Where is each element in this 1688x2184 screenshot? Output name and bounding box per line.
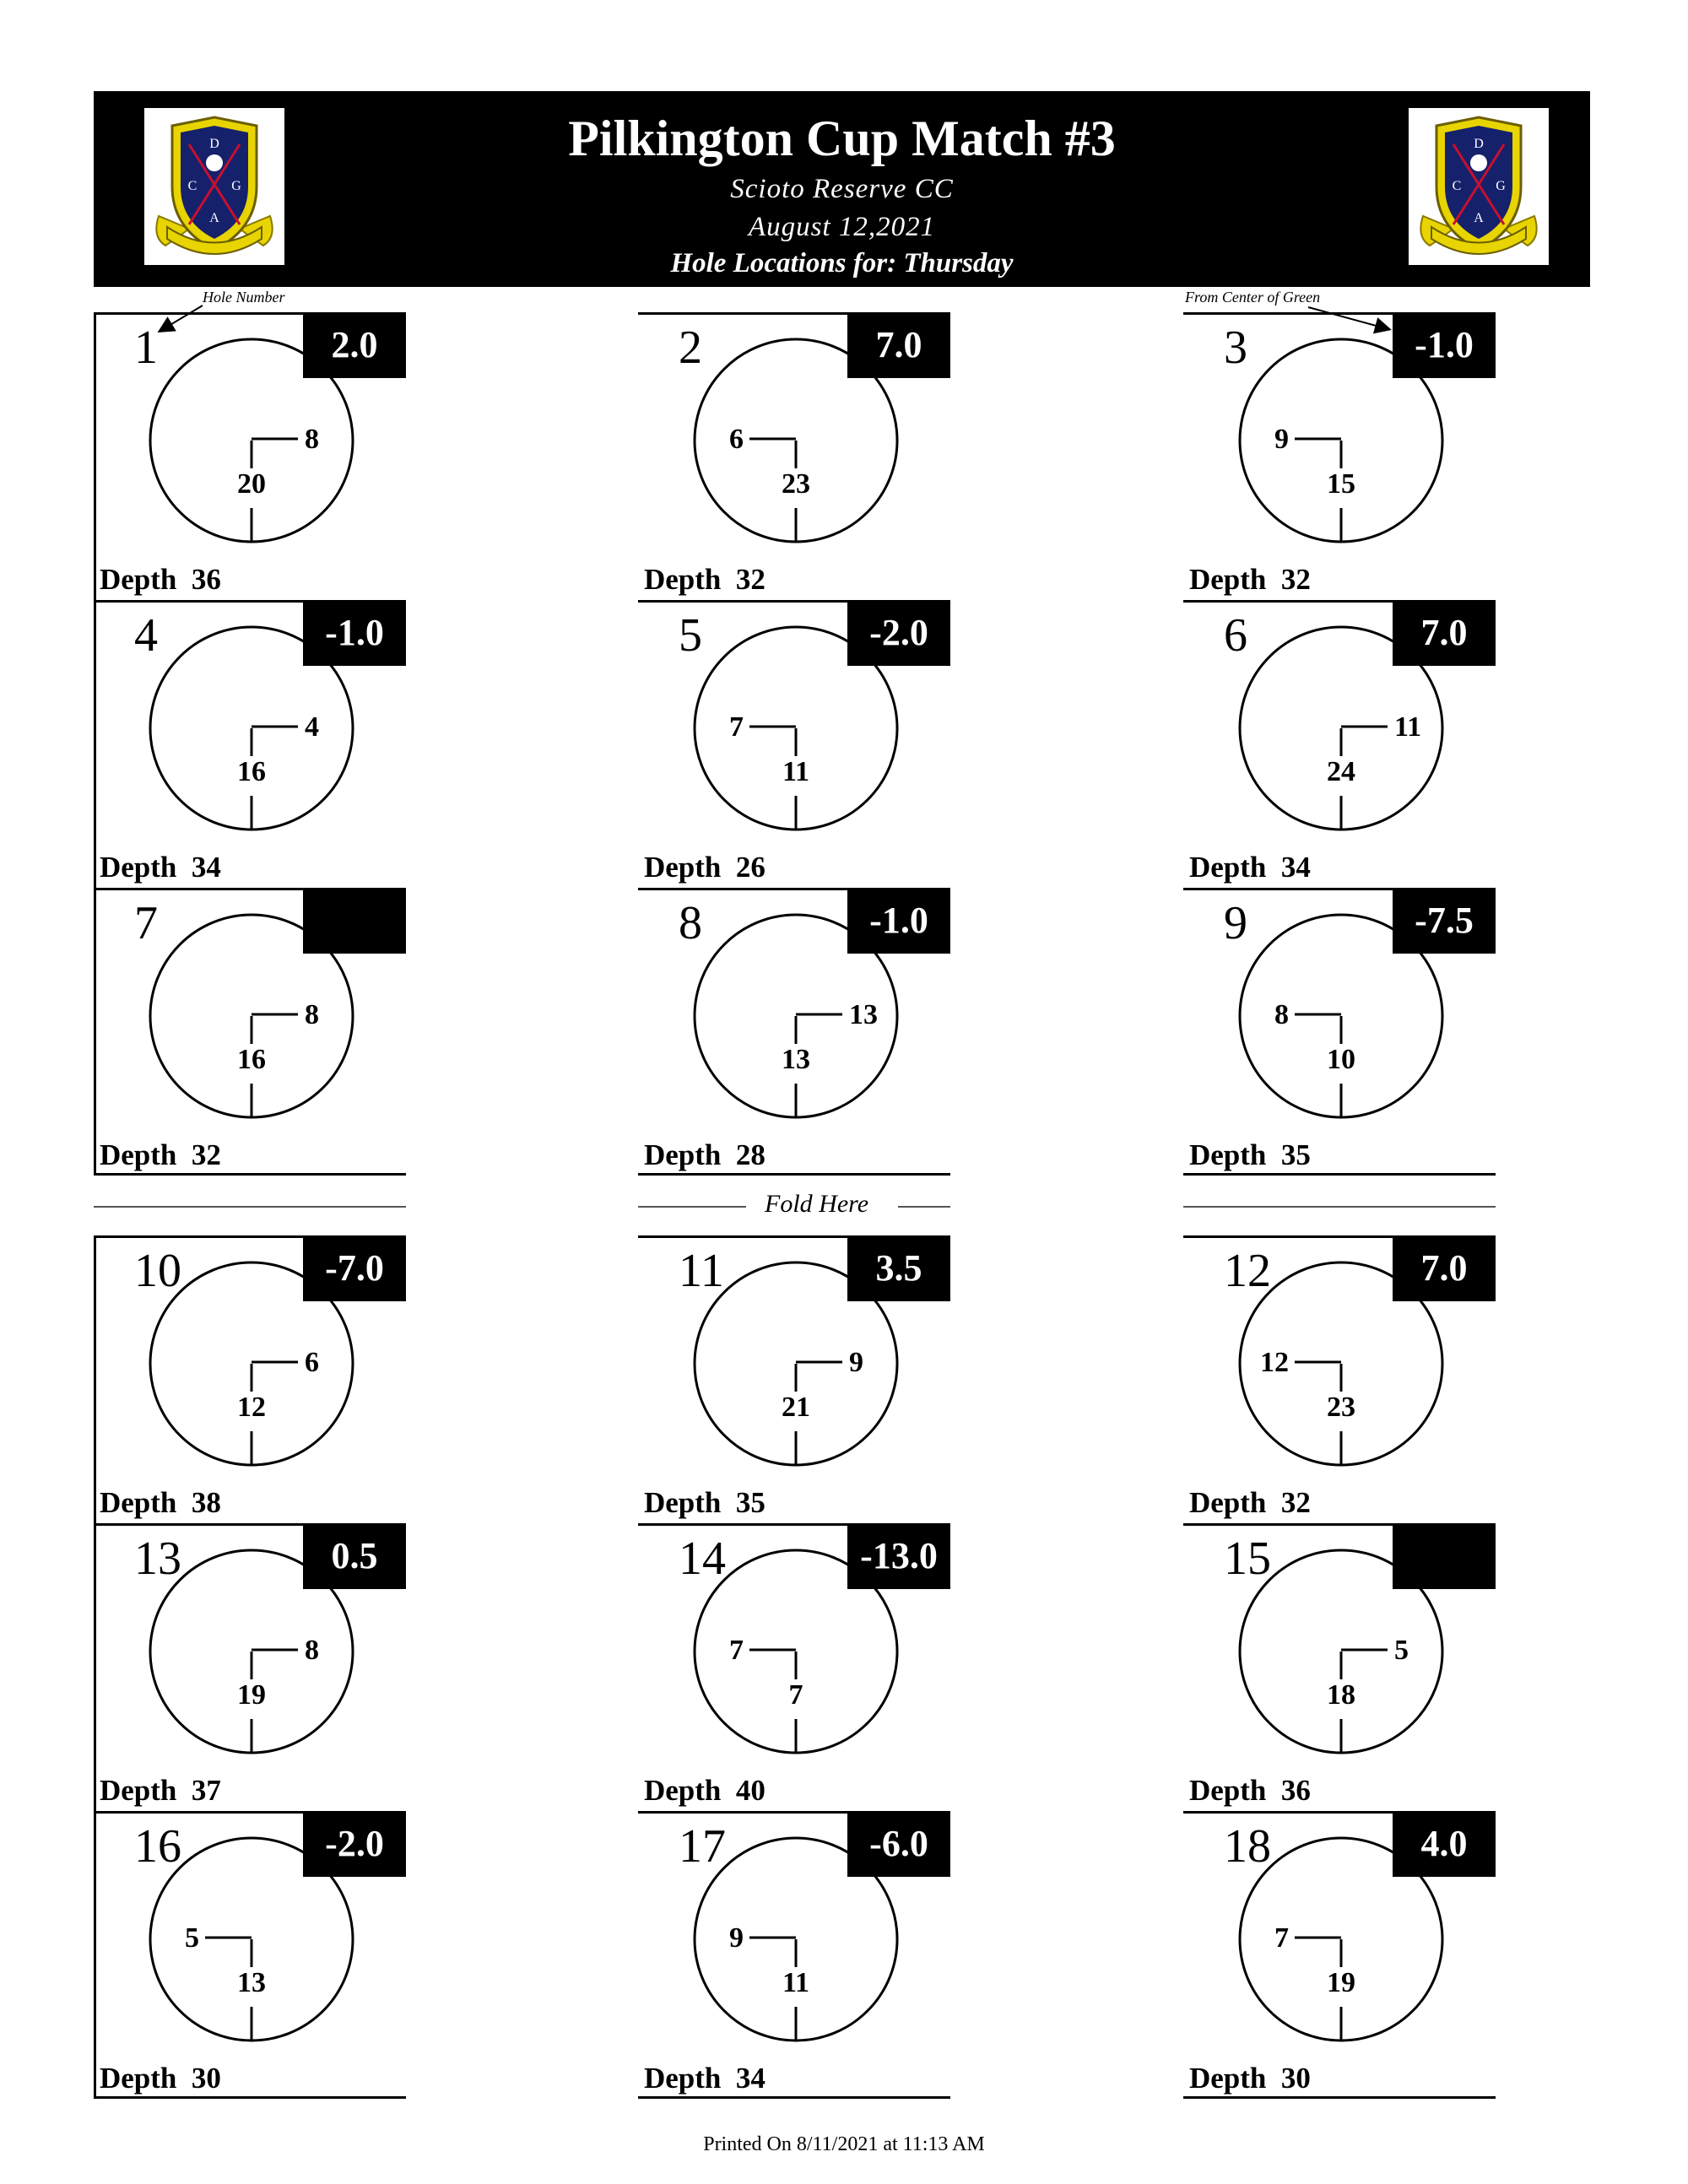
hole-card <box>94 600 406 888</box>
front-distance: 12 <box>237 1392 266 1423</box>
hole-number: 15 <box>1224 1533 1271 1585</box>
hole-number: 13 <box>134 1533 181 1585</box>
hole-number: 12 <box>1224 1245 1271 1297</box>
hole-card <box>94 1811 406 2099</box>
hole-number: 3 <box>1224 322 1247 374</box>
green-depth: Depth 30 <box>1189 2062 1311 2095</box>
center-offset-badge <box>1393 1523 1496 1589</box>
svg-text:D: D <box>1474 137 1484 151</box>
printed-timestamp: Printed On 8/11/2021 at 11:13 AM <box>703 2133 985 2155</box>
front-nine-bottom-rule <box>94 1173 406 1176</box>
side-distance: 7 <box>729 711 744 743</box>
hole-number: 6 <box>1224 609 1247 662</box>
green-depth: Depth 32 <box>1189 563 1311 596</box>
center-offset-badge: 7.0 <box>1393 600 1496 666</box>
svg-text:C: C <box>1452 179 1462 193</box>
front-distance: 10 <box>1327 1044 1355 1075</box>
side-distance: 4 <box>305 711 319 743</box>
hole-card <box>1183 312 1496 600</box>
side-distance: 8 <box>305 999 319 1030</box>
center-offset-badge: -2.0 <box>303 1811 406 1877</box>
side-distance: 8 <box>305 424 319 455</box>
hole-card <box>1183 1811 1496 2099</box>
center-offset-badge: 0.5 <box>303 1523 406 1589</box>
svg-text:D: D <box>209 137 219 151</box>
side-distance: 9 <box>1274 424 1289 455</box>
fold-rule <box>94 1206 406 1208</box>
green-depth: Depth 37 <box>100 1774 221 1807</box>
side-distance: 11 <box>1394 711 1422 743</box>
side-distance: 13 <box>849 999 878 1030</box>
venue-name: Scioto Reserve CC <box>730 174 954 204</box>
hole-number: 5 <box>679 609 702 662</box>
hole-card <box>1183 888 1496 1176</box>
front-distance: 19 <box>1327 1967 1355 1998</box>
hole-card <box>94 1523 406 1811</box>
hole-card <box>94 1235 406 1523</box>
front-distance: 7 <box>788 1679 803 1711</box>
center-offset-badge: -13.0 <box>847 1523 950 1589</box>
center-offset-badge: -6.0 <box>847 1811 950 1877</box>
side-distance: 5 <box>185 1922 199 1954</box>
center-offset-badge: 2.0 <box>303 312 406 378</box>
green-depth: Depth 36 <box>1189 1774 1311 1807</box>
hole-card <box>1183 600 1496 888</box>
front-distance: 16 <box>237 1044 266 1075</box>
fold-here-label: Fold Here <box>765 1190 869 1218</box>
hole-card <box>94 312 406 600</box>
green-depth: Depth 35 <box>1189 1138 1311 1171</box>
front-distance: 11 <box>782 756 810 787</box>
hole-number: 4 <box>134 609 158 662</box>
front-distance: 24 <box>1327 756 1355 787</box>
hole-number: 8 <box>679 897 702 949</box>
front-distance: 13 <box>782 1044 810 1075</box>
fold-rule <box>898 1206 950 1208</box>
svg-text:A: A <box>209 211 219 225</box>
green-depth: Depth 32 <box>100 1138 221 1171</box>
center-offset-badge: -1.0 <box>1393 312 1496 378</box>
back-nine-bottom-rule <box>638 2096 950 2099</box>
center-offset-badge: -1.0 <box>847 888 950 954</box>
front-distance: 23 <box>1327 1392 1355 1423</box>
center-offset-badge: 4.0 <box>1393 1811 1496 1877</box>
green-depth: Depth 28 <box>644 1138 766 1171</box>
event-date: August 12,2021 <box>748 212 936 242</box>
hole-card <box>638 888 950 1176</box>
front-nine-bottom-rule <box>638 1173 950 1176</box>
hole-number: 7 <box>134 897 158 949</box>
green-depth: Depth 34 <box>644 2062 766 2095</box>
green-depth: Depth 34 <box>100 851 221 884</box>
green-depth: Depth 36 <box>100 563 221 596</box>
side-distance: 5 <box>1394 1635 1409 1666</box>
fold-rule <box>638 1206 746 1208</box>
front-distance: 19 <box>237 1679 266 1711</box>
hole-number: 2 <box>679 322 702 374</box>
front-distance: 11 <box>782 1967 810 1998</box>
svg-text:A: A <box>1474 211 1484 225</box>
front-distance: 18 <box>1327 1679 1355 1711</box>
front-distance: 16 <box>237 756 266 787</box>
hole-card <box>1183 1235 1496 1523</box>
hole-number: 14 <box>679 1533 726 1585</box>
front-distance: 23 <box>782 468 810 500</box>
center-offset-badge: -7.5 <box>1393 888 1496 954</box>
from-center-annotation: From Center of Green <box>1185 289 1321 305</box>
svg-text:G: G <box>231 179 241 193</box>
front-nine-bottom-rule <box>1183 1173 1496 1176</box>
green-depth: Depth 40 <box>644 1774 766 1807</box>
green-depth: Depth 32 <box>644 563 766 596</box>
hole-card <box>638 1811 950 2099</box>
side-distance: 12 <box>1260 1347 1289 1378</box>
front-distance: 20 <box>237 468 266 500</box>
center-offset-badge: -2.0 <box>847 600 950 666</box>
back-nine-bottom-rule <box>1183 2096 1496 2099</box>
green-depth: Depth 38 <box>100 1486 221 1519</box>
side-distance: 6 <box>729 424 744 455</box>
hole-number: 9 <box>1224 897 1247 949</box>
hole-number: 16 <box>134 1820 181 1873</box>
center-offset-badge: -1.0 <box>303 600 406 666</box>
annotation-arrows <box>0 0 1688 354</box>
front-distance: 21 <box>782 1392 810 1423</box>
hole-number: 18 <box>1224 1820 1271 1873</box>
center-offset-badge <box>303 888 406 954</box>
side-distance: 9 <box>729 1922 744 1954</box>
front-distance: 13 <box>237 1967 266 1998</box>
green-depth: Depth 32 <box>1189 1486 1311 1519</box>
hole-number: 11 <box>679 1245 724 1297</box>
green-depth: Depth 35 <box>644 1486 766 1519</box>
center-offset-badge: 3.5 <box>847 1235 950 1301</box>
front-distance: 15 <box>1327 468 1355 500</box>
side-distance: 9 <box>849 1347 863 1378</box>
side-distance: 7 <box>1274 1922 1289 1954</box>
back-nine-bottom-rule <box>94 2096 406 2099</box>
hole-card <box>638 1523 950 1811</box>
page-title: Pilkington Cup Match #3 <box>568 111 1116 166</box>
hole-card <box>638 600 950 888</box>
side-distance: 8 <box>1274 999 1289 1030</box>
fold-rule <box>1183 1206 1496 1208</box>
svg-text:G: G <box>1496 179 1506 193</box>
hole-number-annotation: Hole Number <box>203 289 285 305</box>
hole-number: 10 <box>134 1245 181 1297</box>
hole-card <box>1183 1523 1496 1811</box>
hole-card <box>94 888 406 1176</box>
side-distance: 6 <box>305 1347 319 1378</box>
green-depth: Depth 26 <box>644 851 766 884</box>
green-depth: Depth 34 <box>1189 851 1311 884</box>
hole-card <box>638 312 950 600</box>
green-depth: Depth 30 <box>100 2062 221 2095</box>
side-distance: 8 <box>305 1635 319 1666</box>
hole-locations-label: Hole Locations for: Thursday <box>670 248 1014 278</box>
side-distance: 7 <box>729 1635 744 1666</box>
center-offset-badge: -7.0 <box>303 1235 406 1301</box>
center-offset-badge: 7.0 <box>847 312 950 378</box>
svg-text:C: C <box>187 179 197 193</box>
hole-number: 17 <box>679 1820 726 1873</box>
center-offset-badge: 7.0 <box>1393 1235 1496 1301</box>
hole-number: 1 <box>134 322 158 374</box>
hole-card <box>638 1235 950 1523</box>
